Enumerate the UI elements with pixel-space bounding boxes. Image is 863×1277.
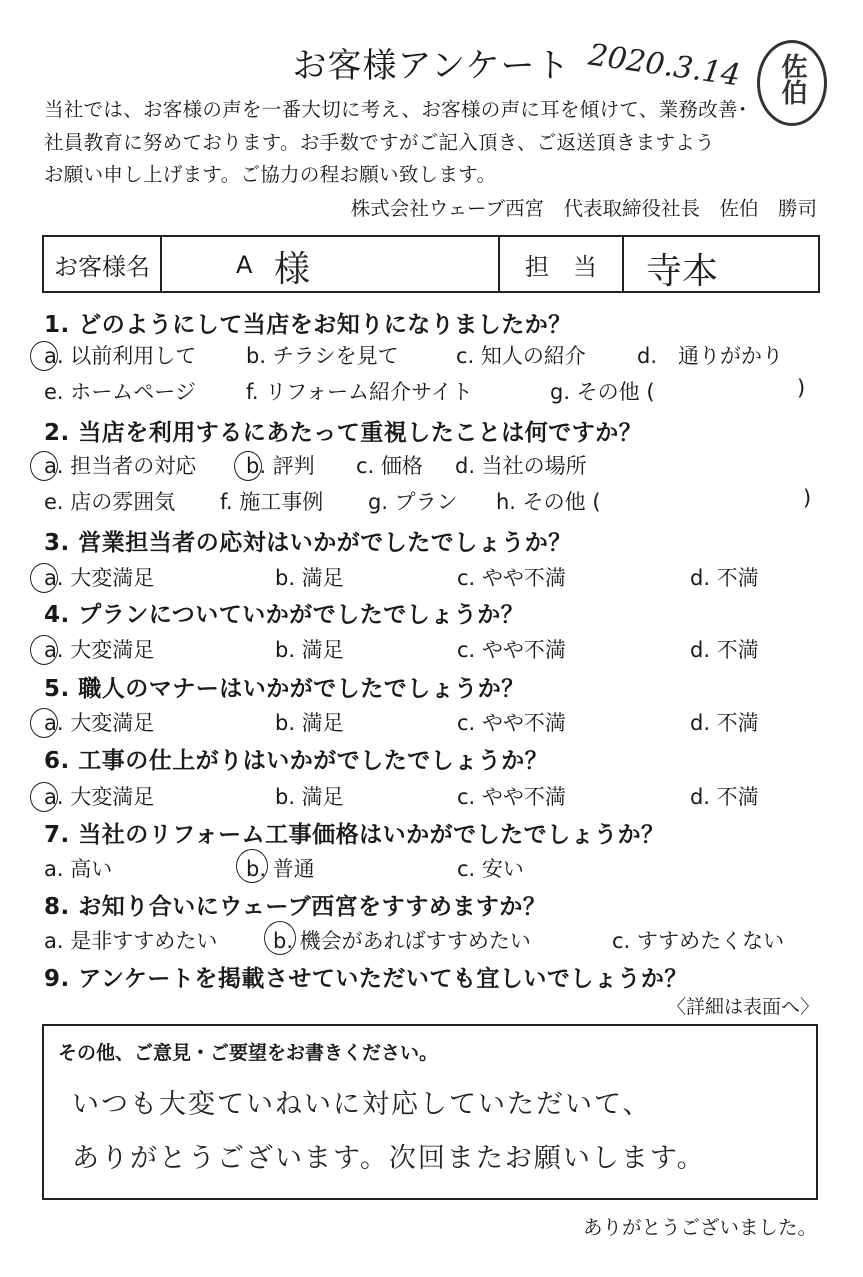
q5-option-c[interactable]: c. やや不満 <box>457 711 566 735</box>
question-1: 1. どのようにして当店をお知りになりましたか？ <box>44 312 572 338</box>
q1-answer-circle <box>30 341 58 371</box>
q3-option-a[interactable]: a. 大変満足 <box>44 566 155 590</box>
q1-option-b[interactable]: b. チラシを見て <box>246 344 399 368</box>
q3-option-d[interactable]: d. 不満 <box>690 566 759 590</box>
detail-note: 〈詳細は表面へ〉 <box>666 996 819 1018</box>
q5-option-a[interactable]: a. 大変満足 <box>44 711 155 735</box>
q8-option-b[interactable]: b. 機会があればすすめたい <box>273 929 531 953</box>
intro-line-3: お願い申し上げます。ご協力の程お願い致します。 <box>44 163 497 186</box>
q3-option-c[interactable]: c. やや不満 <box>457 566 566 590</box>
q7-option-a[interactable]: a. 高い <box>44 857 113 881</box>
question-4: 4. プランについていかがでしたでしょうか？ <box>44 602 525 628</box>
q5-answer-circle <box>30 708 58 738</box>
q6-option-b[interactable]: b. 満足 <box>275 785 344 809</box>
question-5: 5. 職人のマナーはいかがでしたでしょうか？ <box>44 676 525 702</box>
q7-option-c[interactable]: c. 安い <box>457 857 524 881</box>
q4-option-b[interactable]: b. 満足 <box>275 638 344 662</box>
q1-option-e[interactable]: e. ホームページ <box>44 380 196 404</box>
q5-option-b[interactable]: b. 満足 <box>275 711 344 735</box>
q2-option-b[interactable]: b. 評判 <box>246 454 315 478</box>
q2-option-c[interactable]: c. 価格 <box>356 454 423 478</box>
q2-answer-circle-a <box>30 451 58 481</box>
question-9: 9. アンケートを掲載させていただいても宜しいでしょうか？ <box>44 966 688 992</box>
q3-option-b[interactable]: b. 満足 <box>275 566 344 590</box>
personal-seal-stamp <box>757 40 827 126</box>
q6-option-a[interactable]: a. 大変満足 <box>44 785 155 809</box>
q6-answer-circle <box>30 782 58 812</box>
q7-option-b[interactable]: b. 普通 <box>246 857 315 881</box>
q5-option-d[interactable]: d. 不満 <box>690 711 759 735</box>
q2-option-a[interactable]: a. 担当者の対応 <box>44 454 197 478</box>
customer-name-value: A <box>236 251 253 279</box>
company-signature: 株式会社ウェーブ西宮 代表取締役社長 佐伯 勝司 <box>350 197 817 220</box>
comment-handwritten-line-2: ありがとうございます。次回またお願いします。 <box>72 1143 706 1174</box>
q8-answer-circle <box>264 921 296 955</box>
comment-box[interactable] <box>42 1024 818 1200</box>
q8-option-c[interactable]: c. すすめたくない <box>612 929 785 953</box>
q1-option-f[interactable]: f. リフォーム紹介サイト <box>246 380 473 404</box>
q4-option-c[interactable]: c. やや不満 <box>457 638 566 662</box>
comment-handwritten-line-1: いつも大変ていねいに対応していただいて、 <box>72 1089 652 1120</box>
intro-line-1: 当社では、お客様の声を一番大切に考え、お客様の声に耳を傾けて、業務改善･ <box>44 98 748 121</box>
staff-name-handwritten: 寺本 <box>646 251 719 292</box>
staff-name-field[interactable] <box>624 237 818 291</box>
honorific-handwritten: 様 <box>274 249 311 290</box>
staff-label: 担 当 <box>500 237 624 291</box>
q2-answer-circle-b <box>234 451 262 481</box>
q8-option-a[interactable]: a. 是非すすめたい <box>44 929 218 953</box>
q6-option-c[interactable]: c. やや不満 <box>457 785 566 809</box>
thank-you-footer: ありがとうございました。 <box>582 1216 817 1239</box>
q7-answer-circle <box>236 849 268 883</box>
q1-option-d[interactable]: d. 通りがかり <box>637 344 784 368</box>
q2-option-f[interactable]: f. 施工事例 <box>220 490 324 514</box>
customer-name-field[interactable] <box>162 237 500 291</box>
question-2: 2. 当店を利用するにあたって重視したことは何ですか？ <box>44 420 643 446</box>
q2-option-g[interactable]: g. プラン <box>368 490 458 514</box>
question-7: 7. 当社のリフォーム工事価格はいかがでしたでしょうか？ <box>44 822 665 848</box>
q2-paren-close: ) <box>803 486 812 510</box>
q2-option-d[interactable]: d. 当社の場所 <box>455 454 587 478</box>
q2-option-e[interactable]: e. 店の雰囲気 <box>44 490 176 514</box>
question-8: 8. お知り合いにウェーブ西宮をすすめますか？ <box>44 894 547 920</box>
q1-option-c[interactable]: c. 知人の紹介 <box>456 344 586 368</box>
q3-answer-circle <box>30 563 58 593</box>
handwritten-date: 2020.3.14 <box>586 37 743 94</box>
q1-option-g[interactable]: g. その他 ( <box>550 380 655 404</box>
q6-option-d[interactable]: d. 不満 <box>690 785 759 809</box>
q2-option-h[interactable]: h. その他 ( <box>496 490 601 514</box>
intro-line-2: 社員教育に努めております。お手数ですがご記入頂き、ご返送頂きますよう <box>44 131 715 154</box>
q1-paren-close: ) <box>797 376 806 400</box>
customer-info-table <box>42 235 820 293</box>
stamp-text: 佐伯 <box>777 53 807 105</box>
q4-option-d[interactable]: d. 不満 <box>690 638 759 662</box>
comment-prompt: その他、ご意見・ご要望をお書きください。 <box>58 1042 439 1064</box>
q4-option-a[interactable]: a. 大変満足 <box>44 638 155 662</box>
survey-title: お客様アンケート <box>292 46 571 86</box>
q4-answer-circle <box>30 635 58 665</box>
customer-name-label: お客様名 <box>44 237 162 291</box>
q1-option-a[interactable]: a. 以前利用して <box>44 344 197 368</box>
question-3: 3. 営業担当者の応対はいかがでしたでしょうか？ <box>44 530 572 556</box>
question-6: 6. 工事の仕上がりはいかがでしたでしょうか？ <box>44 748 549 774</box>
